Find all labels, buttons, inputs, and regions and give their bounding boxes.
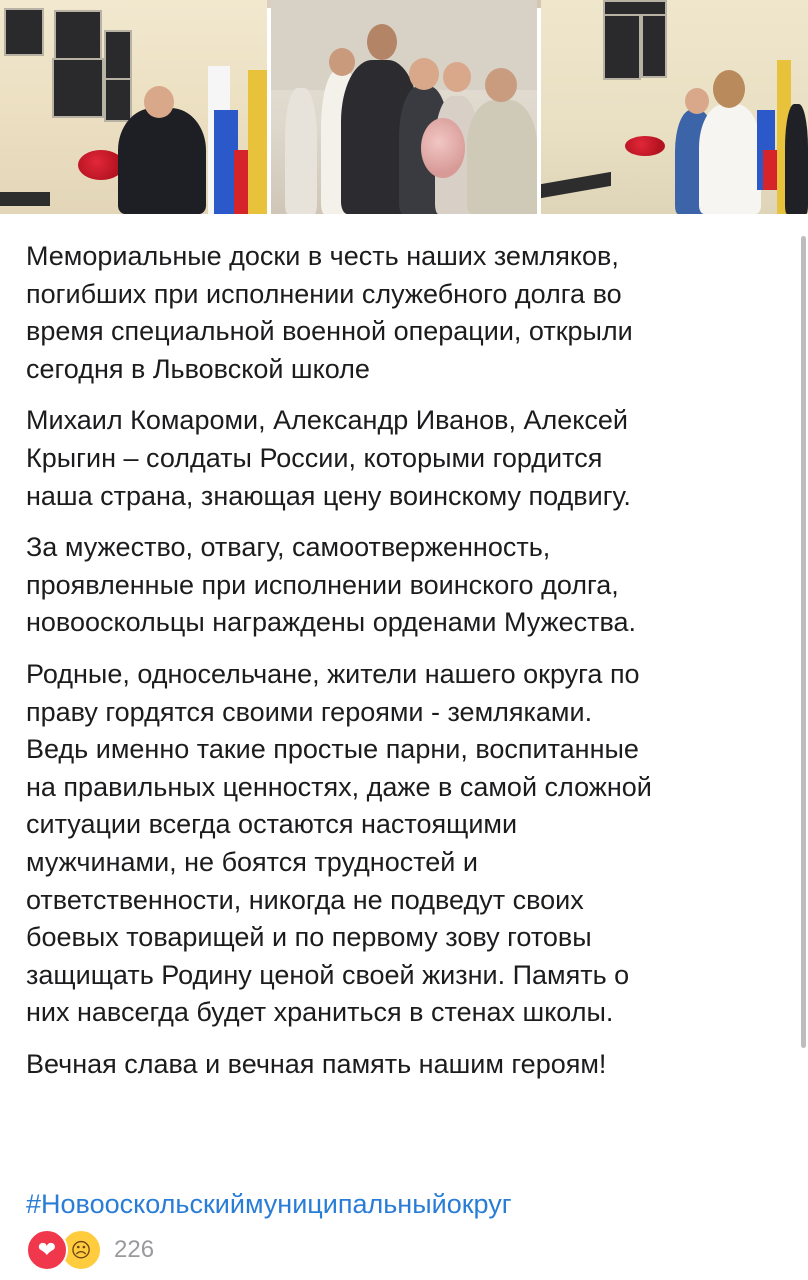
memorial-plaque [52, 58, 104, 118]
heart-icon[interactable]: ❤ [26, 1229, 68, 1271]
memorial-plaque [54, 10, 102, 64]
man-head [409, 58, 439, 90]
memorial-plaque [104, 30, 132, 80]
woman-head [485, 68, 517, 102]
scrollbar[interactable] [801, 236, 806, 1048]
woman-head [713, 70, 745, 108]
woman-knit-top [467, 100, 537, 214]
man-head [144, 86, 174, 118]
shelf [541, 172, 611, 198]
post-paragraph: Мемориальные доски в честь наших земляков, погибших при исполнении служебного долга во время специальной военной операции, открыли сегодня в Львовской школе [26, 241, 633, 384]
girl-head [329, 48, 355, 76]
photo-gallery [0, 0, 808, 214]
flower-bouquet [421, 118, 465, 178]
woman-head [443, 62, 471, 92]
memorial-plaque [603, 0, 667, 16]
post-body [26, 238, 786, 1097]
memorial-plaque [603, 14, 641, 80]
man-right [785, 104, 808, 214]
post-paragraph: За мужество, отвагу, самоотверженность, проявленные при исполнении воинского долга, новооскольцы награждены орденами Мужества. [26, 532, 637, 638]
memorial-plaque [641, 14, 667, 78]
woman-white [699, 104, 761, 214]
man-head [685, 88, 709, 114]
photo-guests-standing[interactable] [541, 0, 808, 214]
man-in-black [118, 108, 206, 214]
post-paragraph: Вечная слава и вечная память нашим героям! [26, 1048, 607, 1079]
reaction-count: 226 [114, 1236, 155, 1263]
reactions-bar[interactable] [26, 1230, 154, 1270]
girl-hair [367, 24, 397, 60]
photo-memorial-flowers[interactable] [0, 0, 267, 214]
shelf [0, 192, 50, 206]
post-paragraph: Михаил Комароми, Александр Иванов, Алексей Крыгин – солдаты России, которыми гордится наша страна, знающая цену воинскому подвигу. [26, 405, 631, 511]
sad-face-icon[interactable]: ☹ [60, 1229, 102, 1271]
memorial-plaque [4, 8, 44, 56]
hashtag-link[interactable]: #Новооскольскиймуниципальныйокруг [26, 1189, 512, 1219]
flowers [625, 136, 665, 156]
flag-yellow [248, 70, 267, 214]
memorial-plaque [104, 78, 132, 122]
photo-family-at-plaque[interactable] [271, 0, 537, 214]
post-paragraph: Родные, односельчане, жители нашего округа по праву гордятся своими героями - земляками. Ведь именно такие простые парни, воспитанные на правильных ценностях, даже в самой сложной ситуации всегда остаются настоящими мужчинами, не боятся трудностей и ответственности, никогда не подведут своих боевых товарищей и по первому зову готовы защищать Родину ценой своей жизни. Память о них навсегда будет храниться в стенах школы. [26, 658, 652, 1028]
girl-left [285, 88, 317, 214]
